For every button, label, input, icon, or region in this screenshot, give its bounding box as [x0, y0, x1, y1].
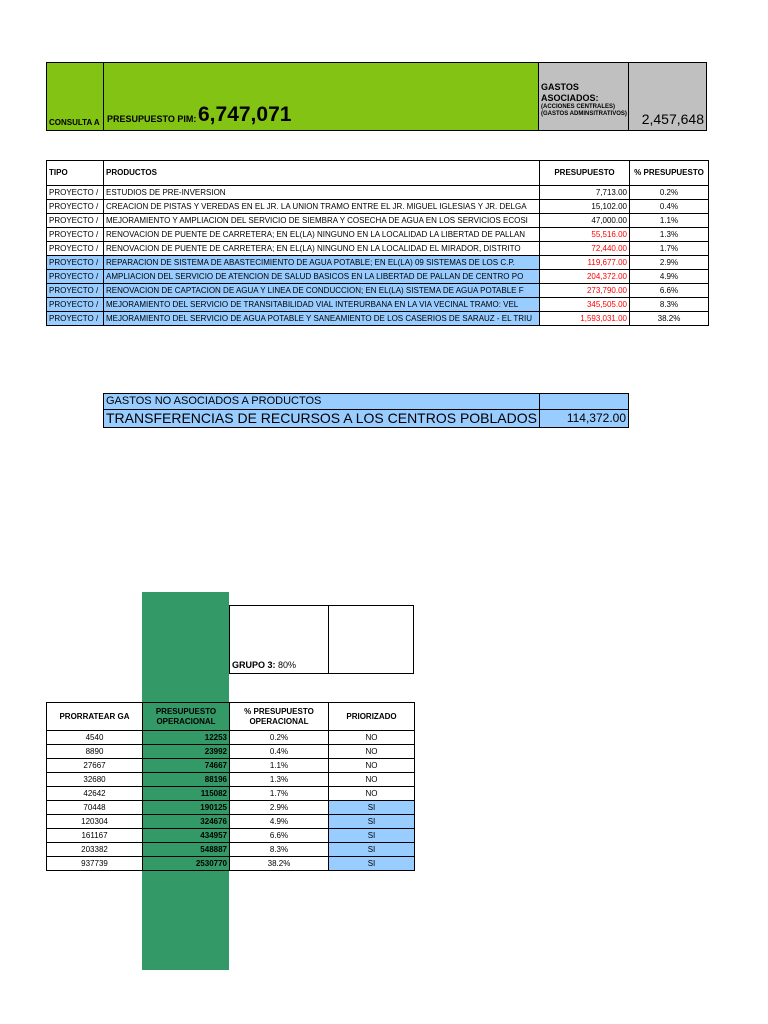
pct-operacional-value: 6.6% — [230, 829, 329, 843]
header-priorizado: PRIORIZADO — [329, 703, 415, 731]
pct-operacional-value: 8.3% — [230, 843, 329, 857]
gastos-asociados-cell — [538, 62, 629, 131]
pct-operacional-value: 4.9% — [230, 815, 329, 829]
product-row — [47, 256, 709, 270]
gastos-asociados-subtitle: (ACCIONES CENTRALES) (GASTOS ADMINSITRATIVOS) — [541, 104, 627, 117]
product-name: MEJORAMIENTO DEL SERVICIO DE AGUA POTABLE Y SANEAMIENTO DE LOS CASERIOS DE SARAUZ - EL TRIU — [104, 312, 540, 326]
gastos-asociados-value: 2,457,648 — [641, 111, 704, 127]
prorratear-ga-value: 161167 — [47, 829, 143, 843]
gastos-asociados-title: GASTOS ASOCIADOS: — [541, 82, 599, 103]
product-tipo: PROYECTO / — [47, 284, 104, 298]
presupuesto-operacional-value: 23992 — [143, 745, 230, 759]
prorrateo-row — [47, 787, 415, 801]
priorizado-value: NO — [329, 731, 415, 745]
header-presupuesto: PRESUPUESTO — [540, 161, 630, 186]
product-pct: 38.2% — [630, 312, 709, 326]
product-presupuesto: 345,505.00 — [540, 298, 630, 312]
presupuesto-operacional-value: 548887 — [143, 843, 230, 857]
grupo-text — [232, 660, 296, 670]
product-row — [47, 186, 709, 200]
presupuesto-operacional-value: 324676 — [143, 815, 230, 829]
product-name: REPARACION DE SISTEMA DE ABASTECIMIENTO DE AGUA POTABLE; EN EL(LA) 09 SISTEMAS DE LOS C.P. — [104, 256, 540, 270]
priorizado-value: SI — [329, 829, 415, 843]
product-name: CREACION DE PISTAS Y VEREDAS EN EL JR. LA UNION TRAMO ENTRE EL JR. MIGUEL IGLESIAS Y JR. DELGA — [104, 200, 540, 214]
prorratear-ga-value: 42642 — [47, 787, 143, 801]
presupuesto-operacional-value: 74667 — [143, 759, 230, 773]
consulta-cell — [46, 62, 104, 131]
prorrateo-row — [47, 829, 415, 843]
grupo-value: 80% — [278, 660, 297, 670]
presupuesto-operacional-value: 2530770 — [143, 857, 230, 871]
header-prorratear-ga: PRORRATEAR GA — [47, 703, 143, 731]
gastos-asociados-total-cell — [628, 62, 707, 131]
prorratear-ga-value: 8890 — [47, 745, 143, 759]
product-pct: 8.3% — [630, 298, 709, 312]
presupuesto-operacional-value: 88196 — [143, 773, 230, 787]
prorratear-ga-value: 937739 — [47, 857, 143, 871]
product-pct: 2.9% — [630, 256, 709, 270]
priorizado-value: NO — [329, 759, 415, 773]
prorratear-ga-value: 120304 — [47, 815, 143, 829]
product-presupuesto: 273,790.00 — [540, 284, 630, 298]
product-name: MEJORAMIENTO DEL SERVICIO DE TRANSITABILIDAD VIAL INTERURBANA EN LA VIA VECINAL TRAMO: VEL — [104, 298, 540, 312]
prorrateo-row — [47, 815, 415, 829]
product-tipo: PROYECTO / — [47, 242, 104, 256]
products-header-row — [47, 161, 709, 186]
product-row — [47, 312, 709, 326]
pct-operacional-value: 1.3% — [230, 773, 329, 787]
product-name: ESTUDIOS DE PRE-INVERSION — [104, 186, 540, 200]
product-pct: 6.6% — [630, 284, 709, 298]
product-pct: 1.3% — [630, 228, 709, 242]
priorizado-value: SI — [329, 801, 415, 815]
pct-operacional-value: 38.2% — [230, 857, 329, 871]
products-table — [46, 160, 709, 326]
product-row — [47, 228, 709, 242]
prorratear-ga-value: 203382 — [47, 843, 143, 857]
product-row — [47, 200, 709, 214]
consulta-label: CONSULTA A — [49, 118, 100, 127]
product-tipo: PROYECTO / — [47, 214, 104, 228]
product-tipo: PROYECTO / — [47, 200, 104, 214]
product-tipo: PROYECTO / — [47, 228, 104, 242]
prorratear-ga-value: 4540 — [47, 731, 143, 745]
product-presupuesto: 47,000.00 — [540, 214, 630, 228]
product-presupuesto: 15,102.00 — [540, 200, 630, 214]
header-pct-presupuesto: % PRESUPUESTO — [630, 161, 709, 186]
product-pct: 0.4% — [630, 200, 709, 214]
prorrateo-row — [47, 759, 415, 773]
header-pct-presupuesto-operacional: % PRESUPUESTO OPERACIONAL — [230, 703, 329, 731]
product-row — [47, 270, 709, 284]
pct-operacional-value: 0.4% — [230, 745, 329, 759]
prorrateo-row — [47, 843, 415, 857]
product-presupuesto: 119,677.00 — [540, 256, 630, 270]
gastos-no-asociados-title: GASTOS NO ASOCIADOS A PRODUCTOS — [103, 393, 540, 410]
grupo-empty-box — [328, 605, 414, 674]
prorratear-ga-value: 32680 — [47, 773, 143, 787]
transferencias-label: TRANSFERENCIAS DE RECURSOS A LOS CENTROS POBLADOS — [103, 409, 540, 428]
product-presupuesto: 1,593,031.00 — [540, 312, 630, 326]
priorizado-value: SI — [329, 815, 415, 829]
prorrateo-row — [47, 773, 415, 787]
product-name: AMPLIACION DEL SERVICIO DE ATENCION DE SALUD BASICOS EN LA LIBERTAD DE PALLAN DE CENTRO PO — [104, 270, 540, 284]
product-presupuesto: 55,516.00 — [540, 228, 630, 242]
grupo-box — [229, 605, 329, 674]
pim-label: PRESUPUESTO PIM: — [107, 114, 197, 124]
prorrateo-header-row — [47, 703, 415, 731]
pim-cell — [103, 62, 539, 131]
product-pct: 1.7% — [630, 242, 709, 256]
prorrateo-row — [47, 731, 415, 745]
prorrateo-table — [46, 702, 415, 871]
gastos-no-asociados — [103, 393, 629, 428]
product-pct: 1.1% — [630, 214, 709, 228]
presupuesto-operacional-value: 434957 — [143, 829, 230, 843]
product-tipo: PROYECTO / — [47, 270, 104, 284]
prorratear-ga-value: 27667 — [47, 759, 143, 773]
product-tipo: PROYECTO / — [47, 256, 104, 270]
product-pct: 0.2% — [630, 186, 709, 200]
priorizado-value: NO — [329, 745, 415, 759]
product-row — [47, 242, 709, 256]
pct-operacional-value: 0.2% — [230, 731, 329, 745]
prorrateo-row — [47, 857, 415, 871]
pim-value: 6,747,071 — [198, 103, 292, 126]
priorizado-value: NO — [329, 773, 415, 787]
presupuesto-operacional-value: 190125 — [143, 801, 230, 815]
product-row — [47, 214, 709, 228]
product-presupuesto: 204,372.00 — [540, 270, 630, 284]
product-tipo: PROYECTO / — [47, 186, 104, 200]
grupo-label: GRUPO 3: — [232, 660, 276, 670]
product-name: RENOVACION DE PUENTE DE CARRETERA; EN EL(LA) NINGUNO EN LA LOCALIDAD LA LIBERTAD DE PALLAN — [104, 228, 540, 242]
header-productos: PRODUCTOS — [104, 161, 540, 186]
pct-operacional-value: 2.9% — [230, 801, 329, 815]
product-row — [47, 284, 709, 298]
product-name: MEJORAMIENTO Y AMPLIACION DEL SERVICIO DE SIEMBRA Y COSECHA DE AGUA EN LOS SERVICIOS ECOSI — [104, 214, 540, 228]
pct-operacional-value: 1.7% — [230, 787, 329, 801]
priorizado-value: SI — [329, 843, 415, 857]
product-presupuesto: 7,713.00 — [540, 186, 630, 200]
prorratear-ga-value: 70448 — [47, 801, 143, 815]
presupuesto-operacional-value: 12253 — [143, 731, 230, 745]
product-row — [47, 298, 709, 312]
presupuesto-operacional-value: 115082 — [143, 787, 230, 801]
product-tipo: PROYECTO / — [47, 312, 104, 326]
product-tipo: PROYECTO / — [47, 298, 104, 312]
product-presupuesto: 72,440.00 — [540, 242, 630, 256]
product-name: RENOVACION DE PUENTE DE CARRETERA; EN EL(LA) NINGUNO EN LA LOCALIDAD EL MIRADOR, DISTRITO — [104, 242, 540, 256]
priorizado-value: NO — [329, 787, 415, 801]
header-presupuesto-operacional: PRESUPUESTO OPERACIONAL — [143, 703, 230, 731]
priorizado-value: SI — [329, 857, 415, 871]
product-pct: 4.9% — [630, 270, 709, 284]
prorrateo-row — [47, 745, 415, 759]
product-name: RENOVACION DE CAPTACION DE AGUA Y LINEA DE CONDUCCION; EN EL(LA) SISTEMA DE AGUA POTABLE F — [104, 284, 540, 298]
pct-operacional-value: 1.1% — [230, 759, 329, 773]
header-tipo: TIPO — [47, 161, 104, 186]
transferencias-value: 114,372.00 — [539, 409, 629, 428]
gastos-no-asociados-empty-cell — [539, 393, 629, 410]
prorrateo-row — [47, 801, 415, 815]
